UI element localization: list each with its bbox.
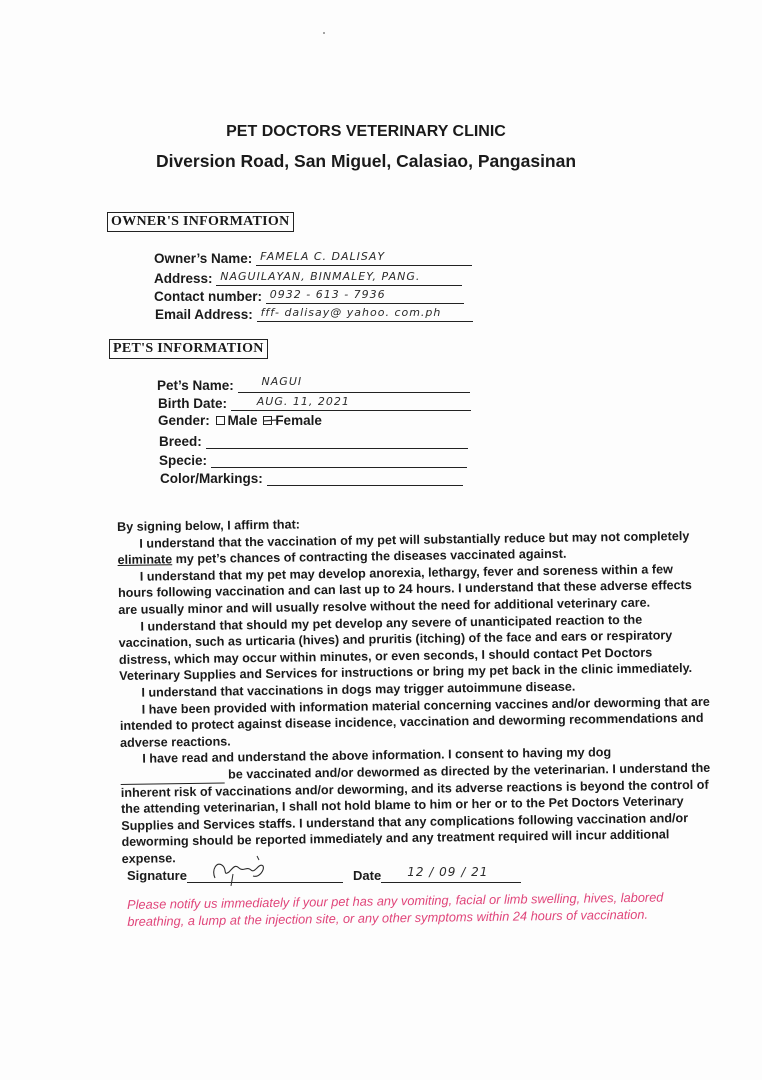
specie-label: Specie: bbox=[159, 453, 208, 468]
breed-line bbox=[206, 433, 468, 449]
owner-name-label: Owner’s Name: bbox=[154, 251, 253, 266]
pet-name-line bbox=[238, 377, 470, 393]
owner-name-value: FAMELA C. DALISAY bbox=[260, 250, 386, 263]
specie-line bbox=[211, 452, 467, 468]
consent-paragraph-6 bbox=[120, 743, 714, 867]
pet-name-value: NAGUI bbox=[261, 375, 303, 388]
male-checkbox[interactable] bbox=[216, 416, 225, 425]
birth-date-line bbox=[231, 395, 471, 411]
owner-name-field[interactable] bbox=[154, 250, 472, 266]
date-label: Date bbox=[353, 868, 382, 883]
date-value: 12 / 09 / 21 bbox=[407, 865, 489, 879]
eliminate-underlined: eliminate bbox=[117, 552, 173, 568]
clinic-address: Diversion Road, San Miguel, Calasiao, Pangasinan bbox=[155, 151, 577, 171]
male-option-label: Male bbox=[227, 413, 258, 428]
email-field[interactable] bbox=[155, 306, 473, 322]
email-line bbox=[257, 306, 473, 322]
pet-section-heading: PET'S INFORMATION bbox=[109, 339, 268, 359]
consent-p1-text: I understand that the vaccination of my pet will substantially reduce but may not completely bbox=[139, 528, 690, 551]
email-label: Email Address: bbox=[155, 307, 253, 322]
notice-text: Please notify us immediately if your pet has any vomiting, facial or limb swelling, hives, labored breathing, a lump at the injection site, or any other symptoms within 24 hours of vaccination. bbox=[127, 889, 664, 929]
consent-paragraph-2: I understand that my pet may develop anorexia, lethargy, fever and soreness within a few hours following vaccination and can last up to 24 hours. I understand that these adverse effects are usually minor and will usually resolve without the need for additional veterinary care. bbox=[117, 562, 692, 617]
color-markings-line bbox=[267, 470, 463, 486]
breed-field[interactable] bbox=[159, 433, 468, 449]
consent-paragraph-5: I have been provided with information material concerning vaccines and/or deworming that are intended to protect against disease incidence, vaccination and deworming recommendations and adverse reactions. bbox=[119, 694, 710, 750]
consent-p1-end: my pet’s chances of contracting the diseases vaccinated against. bbox=[172, 546, 567, 567]
gender-field[interactable] bbox=[158, 413, 322, 428]
contact-number-value: 0932 - 613 - 7936 bbox=[269, 288, 386, 301]
female-option-label: Female bbox=[275, 413, 322, 428]
paper-speck bbox=[323, 32, 325, 34]
birth-date-value: AUG. 11, 2021 bbox=[256, 395, 350, 408]
handwritten-signature bbox=[203, 852, 273, 886]
date-line bbox=[381, 865, 521, 883]
gender-label: Gender: bbox=[158, 413, 210, 428]
owner-name-line bbox=[256, 250, 472, 266]
birth-date-field[interactable] bbox=[158, 395, 471, 411]
owner-section-heading: OWNER'S INFORMATION bbox=[107, 212, 294, 232]
signature-field[interactable] bbox=[127, 868, 343, 883]
consent-p6-end: be vaccinated and/or dewormed as directed by the veterinarian. I understand the inherent risk of vaccinations and/or deworming, and its adverse reactions is beyond the control of the attending veterinarian, I shall not hold blame to him or her or to the Pet Doctors Veterinary Supplies and Services staffs. I understand that any complications following vaccination and/or deworming should be reported immediately and any treatment required will incur additional expense. bbox=[120, 760, 711, 866]
pet-name-field[interactable] bbox=[157, 377, 470, 393]
consent-paragraph-3: I understand that should my pet develop any severe of unanticipated reaction to the vaccination, such as urticaria (hives) and pruritis (itching) of the face and ears or respiratory distress, which may occur within minutes, or even seconds, I should contact Pet Doctors Veterinary Supplies and Services for instructions or bring my pet back in the clinic immediately. bbox=[118, 612, 693, 684]
contact-number-label: Contact number: bbox=[154, 289, 262, 304]
signature-label: Signature bbox=[127, 868, 187, 883]
address-line bbox=[216, 270, 462, 286]
consent-statement bbox=[117, 511, 714, 868]
address-value: NAGUILAYAN, BINMALEY, PANG. bbox=[220, 270, 421, 283]
consent-intro: By signing below, I affirm that: bbox=[117, 517, 301, 534]
color-markings-label: Color/Markings: bbox=[160, 471, 263, 486]
female-check-mark-icon bbox=[263, 417, 277, 425]
date-field[interactable] bbox=[353, 865, 521, 883]
breed-label: Breed: bbox=[159, 434, 202, 449]
consent-paragraph-4: I understand that vaccinations in dogs may trigger autoimmune disease. bbox=[141, 679, 576, 700]
pet-name-label: Pet’s Name: bbox=[157, 378, 234, 393]
birth-date-label: Birth Date: bbox=[158, 396, 228, 411]
female-checkbox[interactable] bbox=[263, 416, 272, 425]
address-label: Address: bbox=[154, 271, 213, 286]
email-value: fff- dalisay@ yahoo. com.ph bbox=[260, 306, 442, 319]
color-markings-field[interactable] bbox=[160, 470, 463, 486]
dog-name-blank[interactable] bbox=[121, 770, 225, 784]
specie-field[interactable] bbox=[159, 452, 467, 468]
contact-number-field[interactable] bbox=[154, 288, 464, 304]
address-field[interactable] bbox=[154, 270, 462, 286]
consent-p6-start: I have read and understand the above information. I consent to having my dog bbox=[142, 745, 612, 766]
contact-number-line bbox=[266, 288, 464, 304]
clinic-name: PET DOCTORS VETERINARY CLINIC bbox=[226, 123, 506, 140]
signature-line bbox=[187, 868, 343, 883]
